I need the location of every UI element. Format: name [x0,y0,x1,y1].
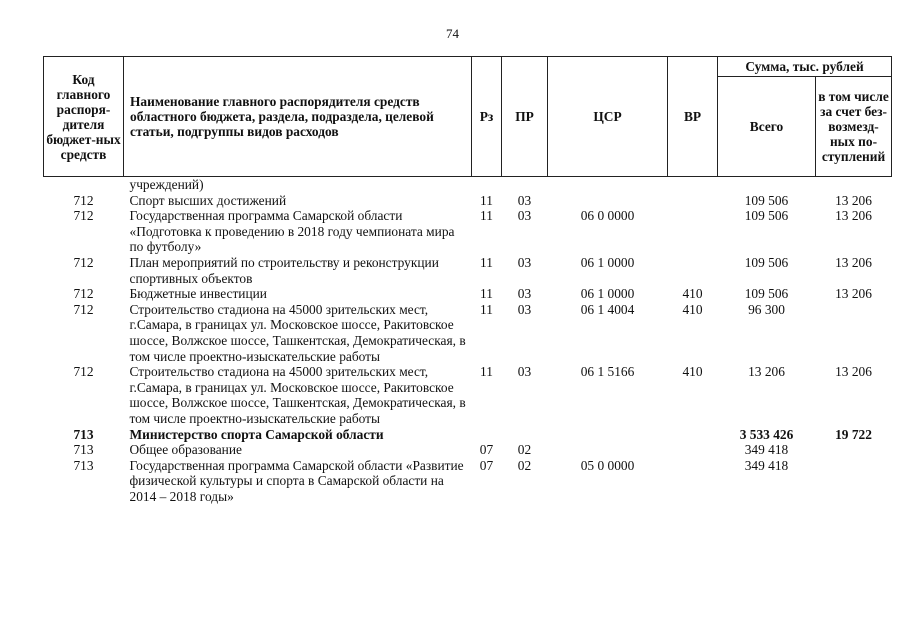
header-pr: ПР [502,57,548,177]
cell-name: Строительство стадиона на 45000 зрительских мест, г.Самара, в границах ул. Московское шоссе, Ракитовское шоссе, Волжское шоссе, Ташкентская, Демократическая, в том числе проектно-изыскательские работы [129,301,466,364]
cell-code: 713 [73,442,94,458]
cell-free: 13 206 [835,364,872,380]
cell-vr [668,442,718,458]
cell-csr: 05 0 0000 [580,457,635,473]
cell-total: 109 506 [744,208,789,224]
table-row [44,302,892,364]
cell-total: 96 300 [748,301,785,317]
cell-name: План мероприятий по строительству и реконструкции спортивных объектов [129,254,439,286]
cell-vr [668,255,718,286]
table-row [44,427,892,443]
cell-pr: 03 [517,192,532,208]
cell-total: 109 506 [744,254,789,270]
cell-name: Государственная программа Самарской области «Подготовка к проведению в 2018 году чемпионата мира по футболу» [129,208,455,255]
cell-pr: 02 [517,457,532,473]
cell-free: 13 206 [835,192,872,208]
cell-total: 13 206 [748,364,785,380]
cell-name: учреждений) [129,177,204,192]
table-row [44,442,892,458]
cell-csr [548,177,668,193]
cell-pr: 03 [517,301,532,317]
cell-code: 712 [73,208,94,224]
header-rz: Рз [472,57,502,177]
cell-pr: 03 [517,254,532,270]
cell-free: 13 206 [835,254,872,270]
cell-free: 19 722 [835,426,872,442]
cell-code: 712 [73,254,94,270]
cell-free: 13 206 [835,208,872,224]
cell-vr [668,177,718,193]
cell-code: 712 [73,364,94,380]
cell-code: 712 [73,286,94,302]
cell-rz: 07 [479,457,494,473]
cell-vr: 410 [682,301,703,317]
header-csr: ЦСР [548,57,668,177]
cell-csr: 06 1 0000 [580,286,635,302]
table-row [44,458,892,505]
cell-code: 712 [73,192,94,208]
table-row [44,286,892,302]
table-row [44,193,892,209]
header-name: Наименование главного распорядителя средств областного бюджета, раздела, подраздела, целевой статьи, подгруппы видов расходов [124,57,472,177]
cell-rz: 07 [479,442,494,458]
cell-rz: 11 [480,254,493,270]
budget-table [43,56,892,504]
cell-name: Общее образование [129,442,242,458]
cell-rz: 11 [480,208,493,224]
cell-csr: 06 0 0000 [580,208,635,224]
cell-pr [502,177,548,193]
header-total: Всего [718,77,816,177]
cell-name: Спорт высших достижений [129,192,287,208]
cell-csr: 06 1 5166 [580,364,635,380]
cell-total: 109 506 [744,192,789,208]
cell-name: Министерство спорта Самарской области [129,426,384,442]
table-row [44,177,892,193]
cell-vr [668,427,718,443]
cell-free [816,177,892,193]
header-code: Код главного распоря-дителя бюджет-ных средств [44,57,124,177]
cell-total: 349 418 [744,442,789,458]
cell-total: 3 533 426 [739,426,794,442]
cell-pr: 03 [517,286,532,302]
cell-name: Строительство стадиона на 45000 зрительских мест, г.Самара, в границах ул. Московское шоссе, Ракитовское шоссе, Волжское шоссе, Ташкентская, Демократическая, в том числе проектно-изыскательские работы [129,364,466,426]
cell-free [816,302,892,364]
cell-rz [472,177,502,193]
table-row [44,255,892,286]
cell-rz: 11 [480,192,493,208]
table-body [44,177,892,505]
cell-vr: 410 [682,286,703,302]
cell-vr [668,208,718,255]
cell-name: Государственная программа Самарской области «Развитие физической культуры и спорта в Самарской области на 2014 – 2018 годы» [129,457,464,504]
table-row [44,208,892,255]
cell-csr [548,442,668,458]
cell-free: 13 206 [835,286,872,302]
cell-pr: 03 [517,208,532,224]
table-row [44,364,892,426]
cell-vr [668,193,718,209]
cell-rz [472,427,502,443]
cell-csr [548,193,668,209]
cell-free [816,458,892,505]
cell-code: 713 [73,457,94,473]
cell-free [816,442,892,458]
cell-total: 349 418 [744,457,789,473]
cell-pr: 02 [517,442,532,458]
cell-rz: 11 [480,364,493,380]
cell-csr: 06 1 0000 [580,254,635,270]
header-vr: ВР [668,57,718,177]
cell-total [718,177,816,193]
table-header [44,57,892,177]
cell-pr [502,427,548,443]
cell-csr: 06 1 4004 [580,301,635,317]
cell-vr: 410 [682,364,703,380]
header-free: в том числе за счет без-возмезд-ных по-ступлений [816,77,892,177]
cell-vr [668,458,718,505]
cell-rz: 11 [480,286,493,302]
cell-pr: 03 [517,364,532,380]
cell-total: 109 506 [744,286,789,302]
cell-code [44,177,124,193]
cell-code: 712 [73,301,94,317]
page-number: 74 [446,26,459,41]
cell-csr [548,427,668,443]
cell-name: Бюджетные инвестиции [129,286,267,302]
header-sum: Сумма, тыс. рублей [718,57,892,77]
cell-code: 713 [73,426,94,442]
cell-rz: 11 [480,301,493,317]
